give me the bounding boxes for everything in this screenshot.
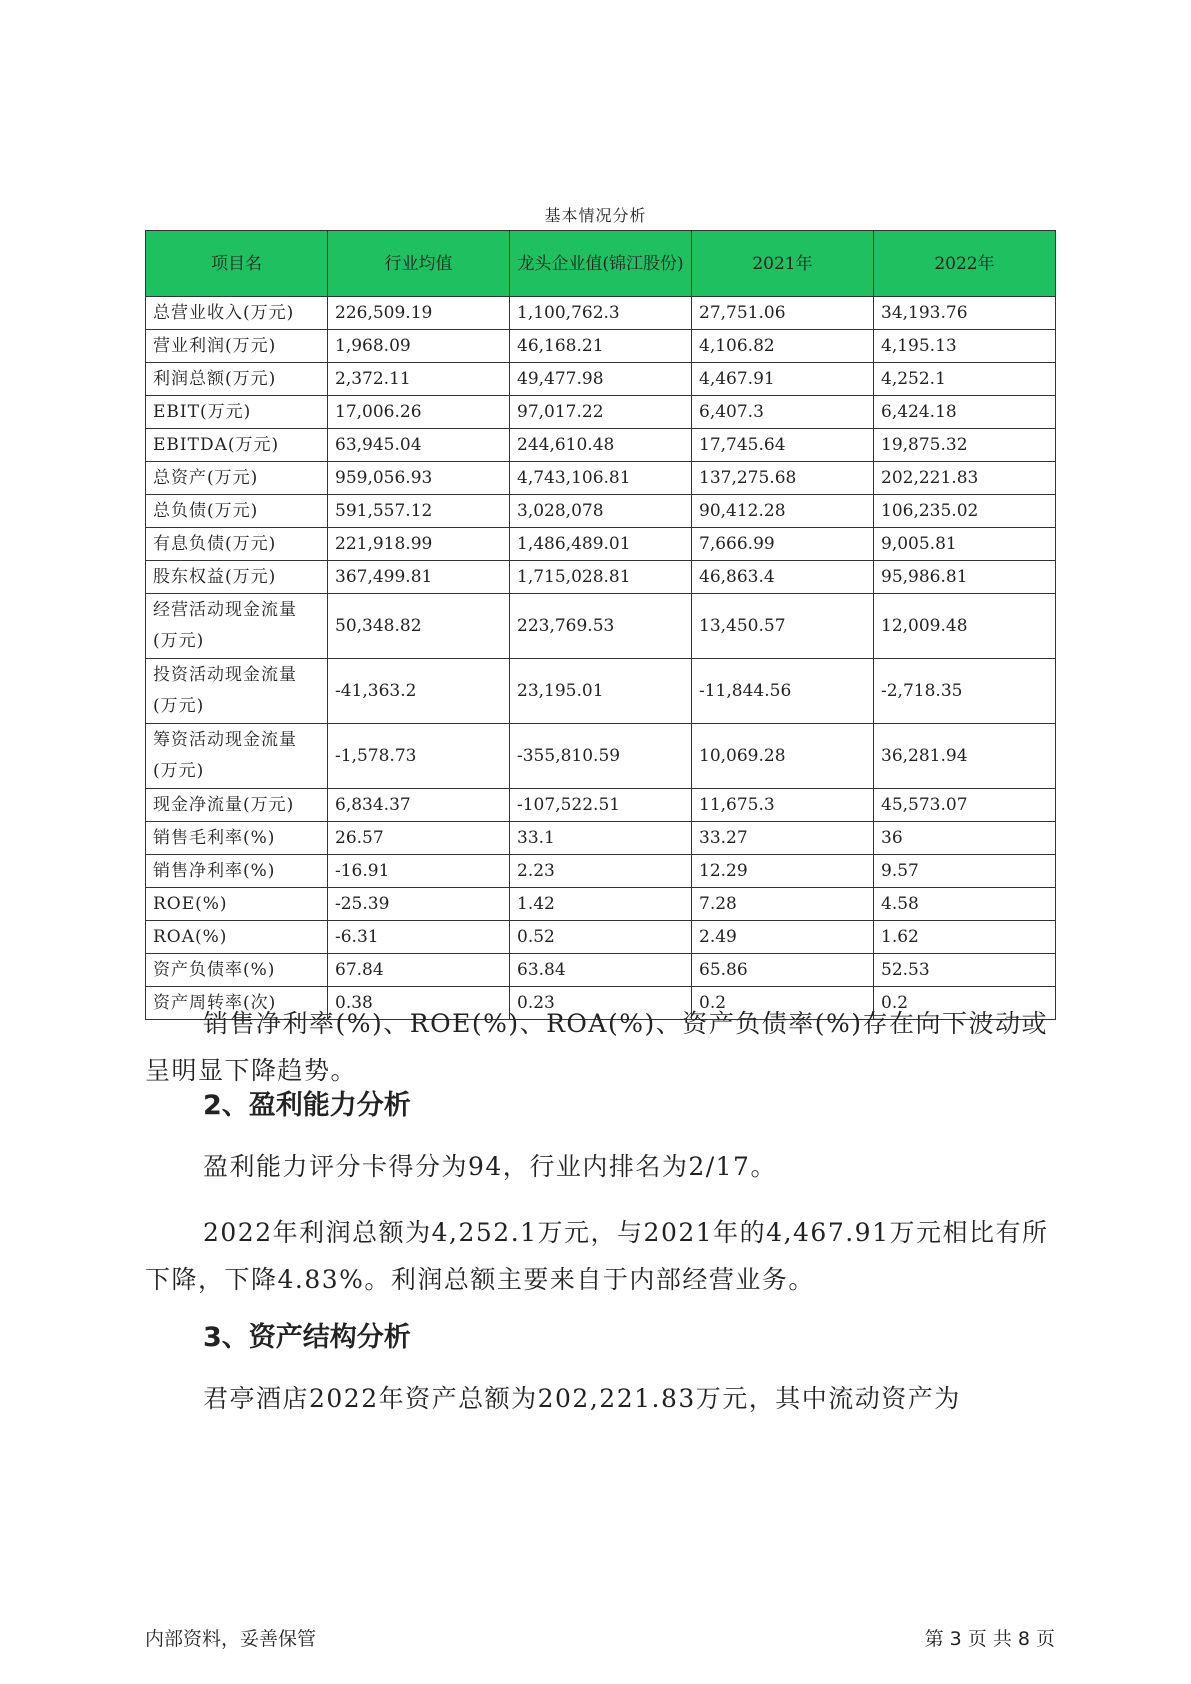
value-cell: 33.1	[510, 822, 692, 855]
section-heading-asset-structure: 3、资产结构分析	[203, 1322, 411, 1353]
value-cell: 45,573.07	[874, 789, 1056, 822]
value-cell: 1,715,028.81	[510, 561, 692, 594]
value-cell: 27,751.06	[692, 297, 874, 330]
table-row	[146, 429, 1056, 462]
value-cell: 0.38	[328, 987, 510, 1020]
table-row	[146, 954, 1056, 987]
value-cell: 97,017.22	[510, 396, 692, 429]
value-cell: 49,477.98	[510, 363, 692, 396]
row-label-cell: 总资产(万元)	[146, 462, 328, 495]
value-cell: 50,348.82	[328, 594, 510, 659]
column-header: 2022年	[874, 231, 1056, 297]
value-cell: 4.58	[874, 888, 1056, 921]
row-label-cell: 总负债(万元)	[146, 495, 328, 528]
section-heading-profitability: 2、盈利能力分析	[203, 1090, 411, 1121]
value-cell: 23,195.01	[510, 659, 692, 724]
row-label-cell: EBIT(万元)	[146, 396, 328, 429]
row-label-cell: 筹资活动现金流量(万元)	[146, 724, 328, 789]
value-cell: 4,106.82	[692, 330, 874, 363]
table-row	[146, 363, 1056, 396]
value-cell: 19,875.32	[874, 429, 1056, 462]
value-cell: 12,009.48	[874, 594, 1056, 659]
value-cell: 90,412.28	[692, 495, 874, 528]
row-label-cell: ROA(%)	[146, 921, 328, 954]
row-label-cell: 利润总额(万元)	[146, 363, 328, 396]
value-cell: 6,424.18	[874, 396, 1056, 429]
value-cell: 1.42	[510, 888, 692, 921]
value-cell: -6.31	[328, 921, 510, 954]
table-row	[146, 561, 1056, 594]
value-cell: -25.39	[328, 888, 510, 921]
row-label-cell: 营业利润(万元)	[146, 330, 328, 363]
table-row	[146, 888, 1056, 921]
value-cell: 1,968.09	[328, 330, 510, 363]
value-cell: 4,743,106.81	[510, 462, 692, 495]
value-cell: -16.91	[328, 855, 510, 888]
value-cell: 36,281.94	[874, 724, 1056, 789]
value-cell: 223,769.53	[510, 594, 692, 659]
value-cell: 244,610.48	[510, 429, 692, 462]
table-row	[146, 330, 1056, 363]
value-cell: 1,100,762.3	[510, 297, 692, 330]
value-cell: 591,557.12	[328, 495, 510, 528]
value-cell: 13,450.57	[692, 594, 874, 659]
value-cell: 0.23	[510, 987, 692, 1020]
value-cell: 10,069.28	[692, 724, 874, 789]
value-cell: 12.29	[692, 855, 874, 888]
table-header-row	[146, 231, 1056, 297]
value-cell: -41,363.2	[328, 659, 510, 724]
value-cell: 67.84	[328, 954, 510, 987]
asset-intro-paragraph: 君亭酒店2022年资产总额为202,221.83万元，其中流动资产为	[203, 1384, 961, 1413]
table-row	[146, 594, 1056, 659]
footer-confidential-note: 内部资料，妥善保管	[145, 1628, 317, 1650]
row-label-cell: 股东权益(万元)	[146, 561, 328, 594]
value-cell: 46,863.4	[692, 561, 874, 594]
profit-detail-paragraph: 2022年利润总额为4,252.1万元，与2021年的4,467.91万元相比有所下降，下降4.83%。利润总额主要来自于内部经营业务。	[145, 1218, 1049, 1294]
value-cell: 2,372.11	[328, 363, 510, 396]
value-cell: 9.57	[874, 855, 1056, 888]
row-label-cell: 销售毛利率(%)	[146, 822, 328, 855]
row-label-cell: 有息负债(万元)	[146, 528, 328, 561]
row-label-cell: ROE(%)	[146, 888, 328, 921]
value-cell: 63,945.04	[328, 429, 510, 462]
table-row	[146, 659, 1056, 724]
table-row	[146, 462, 1056, 495]
table-row	[146, 297, 1056, 330]
profit-score-paragraph: 盈利能力评分卡得分为94，行业内排名为2/17。	[203, 1152, 777, 1181]
value-cell: 367,499.81	[328, 561, 510, 594]
row-label-cell: 现金净流量(万元)	[146, 789, 328, 822]
value-cell: 46,168.21	[510, 330, 692, 363]
value-cell: 7.28	[692, 888, 874, 921]
value-cell: 4,195.13	[874, 330, 1056, 363]
value-cell: 226,509.19	[328, 297, 510, 330]
value-cell: 9,005.81	[874, 528, 1056, 561]
table-row	[146, 822, 1056, 855]
value-cell: 0.52	[510, 921, 692, 954]
table-row	[146, 855, 1056, 888]
trend-note-paragraph: 销售净利率(%)、ROE(%)、ROA(%)、资产负债率(%)存在向下波动或呈明显下降趋势。	[145, 1009, 1048, 1085]
value-cell: 36	[874, 822, 1056, 855]
value-cell: 1.62	[874, 921, 1056, 954]
column-header: 行业均值	[328, 231, 510, 297]
row-label-cell: 销售净利率(%)	[146, 855, 328, 888]
value-cell: 137,275.68	[692, 462, 874, 495]
value-cell: -107,522.51	[510, 789, 692, 822]
column-header: 项目名	[146, 231, 328, 297]
table-row	[146, 396, 1056, 429]
value-cell: 4,467.91	[692, 363, 874, 396]
value-cell: 17,745.64	[692, 429, 874, 462]
value-cell: 0.2	[692, 987, 874, 1020]
table-caption: 基本情况分析	[544, 206, 647, 225]
value-cell: -355,810.59	[510, 724, 692, 789]
basic-analysis-table	[145, 230, 1056, 1020]
value-cell: 11,675.3	[692, 789, 874, 822]
value-cell: 33.27	[692, 822, 874, 855]
row-label-cell: 资产周转率(次)	[146, 987, 328, 1020]
footer-page-number: 第 3 页 共 8 页	[924, 1628, 1055, 1650]
row-label-cell: 经营活动现金流量(万元)	[146, 594, 328, 659]
value-cell: -2,718.35	[874, 659, 1056, 724]
value-cell: 202,221.83	[874, 462, 1056, 495]
value-cell: 221,918.99	[328, 528, 510, 561]
value-cell: 106,235.02	[874, 495, 1056, 528]
value-cell: 65.86	[692, 954, 874, 987]
value-cell: 2.23	[510, 855, 692, 888]
value-cell: 34,193.76	[874, 297, 1056, 330]
value-cell: 3,028,078	[510, 495, 692, 528]
row-label-cell: 资产负债率(%)	[146, 954, 328, 987]
value-cell: 26.57	[328, 822, 510, 855]
value-cell: 0.2	[874, 987, 1056, 1020]
value-cell: 63.84	[510, 954, 692, 987]
value-cell: 95,986.81	[874, 561, 1056, 594]
value-cell: 959,056.93	[328, 462, 510, 495]
column-header: 龙头企业值(锦江股份)	[510, 231, 692, 297]
value-cell: -11,844.56	[692, 659, 874, 724]
value-cell: 6,834.37	[328, 789, 510, 822]
row-label-cell: 投资活动现金流量(万元)	[146, 659, 328, 724]
table-row	[146, 495, 1056, 528]
value-cell: 4,252.1	[874, 363, 1056, 396]
value-cell: 7,666.99	[692, 528, 874, 561]
value-cell: 2.49	[692, 921, 874, 954]
value-cell: -1,578.73	[328, 724, 510, 789]
value-cell: 1,486,489.01	[510, 528, 692, 561]
column-header: 2021年	[692, 231, 874, 297]
value-cell: 52.53	[874, 954, 1056, 987]
row-label-cell: 总营业收入(万元)	[146, 297, 328, 330]
value-cell: 17,006.26	[328, 396, 510, 429]
value-cell: 6,407.3	[692, 396, 874, 429]
table-row	[146, 789, 1056, 822]
table-body	[146, 297, 1056, 1020]
table-row	[146, 921, 1056, 954]
table-row	[146, 724, 1056, 789]
row-label-cell: EBITDA(万元)	[146, 429, 328, 462]
table-row	[146, 528, 1056, 561]
